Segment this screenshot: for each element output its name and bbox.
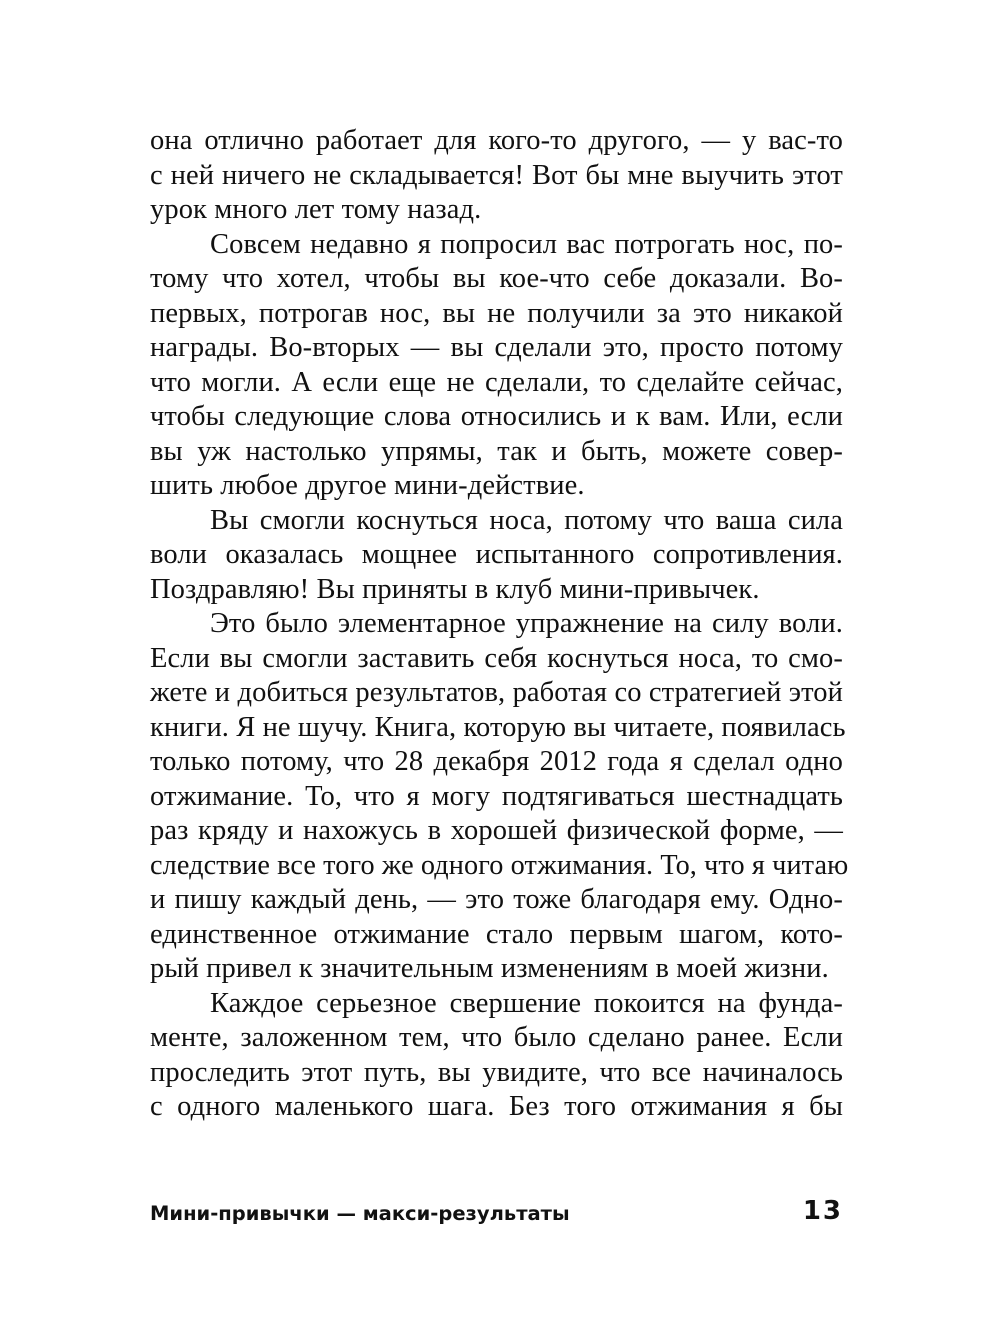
paragraph	[150, 987, 843, 1125]
text-line: что могли. А если еще не сделали, то сделайте сейчас,	[150, 366, 843, 398]
text-line: жете и добиться результатов, работая со стратегией этой	[150, 677, 843, 708]
text-line: Поздравляю! Вы приняты в клуб мини-привычек.	[150, 573, 760, 605]
text-line: проследить этот путь, вы увидите, что все начиналось	[150, 1056, 843, 1088]
text-line: с одного маленького шага. Без того отжимания я бы	[150, 1091, 843, 1122]
text-line: Совсем недавно я попросил вас потрогать нос, по-	[210, 228, 843, 260]
text-line: шить любое другое мини-действие.	[150, 470, 585, 501]
paragraph	[150, 504, 843, 608]
text-line: Если вы смогли заставить себя коснуться носа, то смо-	[150, 642, 843, 674]
text-line: вы уж настолько упрямы, так и быть, можете совер-	[150, 435, 843, 467]
text-line: первых, потрогав нос, вы не получили за это никакой	[150, 297, 843, 329]
text-line: только потому, что 28 декабря 2012 года я сделал одно	[150, 746, 843, 777]
text-line: рый привел к значительным изменениям в моей жизни.	[150, 953, 829, 984]
page-footer	[150, 1196, 843, 1230]
paragraph	[150, 124, 843, 228]
text-line: Каждое серьезное свершение покоится на фунда-	[210, 987, 843, 1019]
text-line: урок много лет тому назад.	[150, 194, 482, 225]
text-line: она отлично работает для кого-то другого, — у вас-то	[150, 125, 843, 156]
text-line: с ней ничего не складывается! Вот бы мне выучить этот	[150, 159, 843, 191]
text-line: раз кряду и нахожусь в хорошей физической форме, —	[150, 815, 843, 846]
text-line: книги. Я не шучу. Книга, которую вы читаете, появилась	[150, 711, 846, 743]
text-line: и пишу каждый день, — это тоже благодаря ему. Одно-	[150, 884, 843, 915]
text-line: отжимание. То, что я могу подтягиваться шестнадцать	[150, 780, 843, 812]
text-line: следствие все того же одного отжимания. То, что я читаю	[150, 849, 849, 881]
text-line: Это было элементарное упражнение на силу воли.	[210, 608, 843, 639]
text-line: тому что хотел, чтобы вы кое-что себе доказали. Во-	[150, 263, 843, 294]
text-line: Вы смогли коснуться носа, потому что ваша сила	[210, 504, 843, 536]
text-line: воли оказалась мощнее испытанного сопротивления.	[150, 539, 843, 570]
paragraph	[150, 607, 849, 987]
text-line: менте, заложенном тем, что было сделано ранее. Если	[150, 1022, 843, 1053]
running-title: Мини-привычки — макси-результаты	[150, 1202, 570, 1225]
text-line: единственное отжимание стало первым шагом, кото-	[150, 918, 843, 950]
paragraph	[150, 228, 843, 504]
body-text	[150, 124, 849, 1125]
text-line: чтобы следующие слова относились и к вам. Или, если	[150, 401, 843, 432]
page-number: 13	[802, 1196, 843, 1226]
text-line: награды. Во-вторых — вы сделали это, просто потому	[150, 332, 843, 363]
